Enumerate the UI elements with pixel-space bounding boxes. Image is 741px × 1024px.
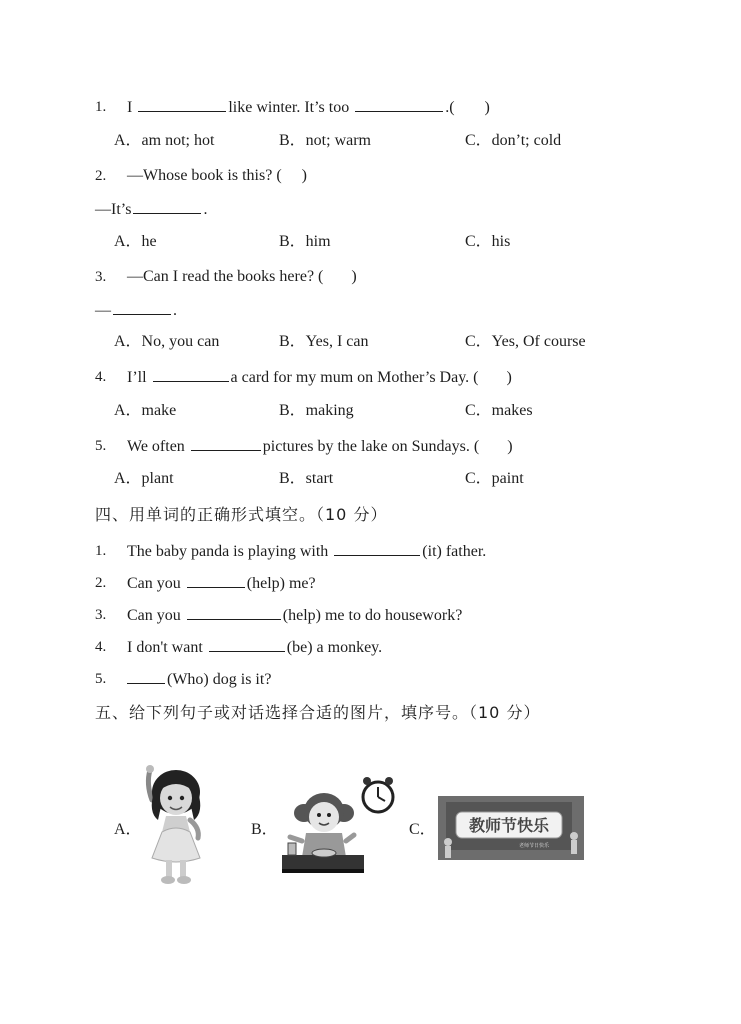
s4-q3-blank[interactable] [187, 605, 281, 620]
s4-q4-blank[interactable] [209, 637, 285, 652]
q1-post: .( [445, 99, 455, 116]
q1-mid: like winter. It’s too [228, 99, 350, 116]
q3-option-a[interactable]: A．No, you can [114, 333, 220, 350]
q1-option-b[interactable]: B．not; warm [279, 132, 371, 149]
q1-blank-1[interactable] [138, 97, 226, 112]
s4-q5-post: (Who) dog is it? [167, 671, 272, 688]
s4-q1 [127, 541, 486, 562]
q4-post: a card for my mum on Mother’s Day. ( [230, 369, 479, 386]
section4-heading: 四、用单词的正确形式填空。（10 分） [95, 505, 388, 524]
s4-q2-number: 2. [95, 575, 107, 591]
clock-icon [363, 777, 393, 812]
q4-option-a[interactable]: A．make [114, 402, 177, 419]
s4-q5-number: 5. [95, 671, 107, 687]
q2-option-c[interactable]: C．his [465, 233, 511, 250]
picture-c-label: C． [409, 821, 436, 838]
q5-number: 5. [95, 438, 107, 454]
s4-q4 [127, 637, 382, 658]
q5-option-b[interactable]: B．start [279, 470, 334, 487]
q2-stem [127, 166, 307, 186]
s4-q4-pre: I don't want [127, 639, 203, 656]
q2-line2: —It’s . [95, 201, 208, 218]
s4-q5 [127, 669, 271, 690]
card-title: 教师节快乐 [468, 816, 550, 835]
s4-q1-number: 1. [95, 543, 107, 559]
s4-q4-post: (be) a monkey. [286, 639, 383, 656]
q2-blank[interactable] [133, 199, 201, 214]
q1-stem [127, 97, 490, 118]
q5-option-c[interactable]: C．paint [465, 470, 524, 487]
q1-number: 1. [95, 99, 107, 115]
s4-q2 [127, 573, 316, 594]
s4-q4-number: 4. [95, 639, 107, 655]
q2-line2-text: —It’s [95, 201, 132, 218]
s4-q3-post: (help) me to do housework? [282, 607, 463, 624]
q4-option-b[interactable]: B．making [279, 402, 354, 419]
q3-option-b[interactable]: B．Yes, I can [279, 333, 369, 350]
picture-a-label: A． [114, 821, 142, 838]
q1-close: ) [484, 99, 490, 116]
q4-pre: I’ll [127, 369, 147, 386]
q5-post: pictures by the lake on Sundays. ( [262, 438, 480, 455]
q2-option-b[interactable]: B．him [279, 233, 331, 250]
s4-q2-blank[interactable] [187, 573, 245, 588]
q2-close: ) [301, 167, 307, 184]
q3-line2: — . [95, 302, 177, 319]
q1-pre: I [127, 99, 133, 116]
s4-q3-pre: Can you [127, 607, 181, 624]
q2-number: 2. [95, 168, 107, 184]
s4-q1-pre: The baby panda is playing with [127, 543, 329, 560]
q4-stem [127, 367, 512, 388]
q3-line2-text: — [95, 302, 111, 319]
s4-q5-blank[interactable] [127, 669, 165, 684]
section5-heading: 五、给下列句子或对话选择合适的图片，填序号。（10 分） [95, 703, 541, 722]
q5-stem [127, 436, 513, 457]
girl-eating-picture[interactable] [280, 775, 410, 877]
q1-option-a[interactable]: A．am not; hot [114, 132, 215, 149]
girl-waving-picture[interactable] [138, 762, 218, 887]
q5-close: ) [507, 438, 513, 455]
q5-blank[interactable] [191, 436, 261, 451]
s4-q3-number: 3. [95, 607, 107, 623]
q4-number: 4. [95, 369, 107, 385]
q5-pre: We often [127, 438, 185, 455]
q4-close: ) [506, 369, 512, 386]
q3-number: 3. [95, 269, 107, 285]
q4-option-c[interactable]: C．makes [465, 402, 533, 419]
q1-blank-2[interactable] [355, 97, 443, 112]
q2-option-a[interactable]: A．he [114, 233, 157, 250]
q4-blank[interactable] [153, 367, 229, 382]
s4-q2-post: (help) me? [246, 575, 316, 592]
s4-q1-post: (it) father. [422, 543, 487, 560]
q3-blank[interactable] [113, 300, 171, 315]
s4-q3 [127, 605, 462, 626]
q5-option-a[interactable]: A．plant [114, 470, 174, 487]
q2-text: —Whose book is this? ( [127, 167, 282, 184]
s4-q1-blank[interactable] [334, 541, 420, 556]
q1-option-c[interactable]: C．don’t; cold [465, 132, 562, 149]
s4-q2-pre: Can you [127, 575, 181, 592]
teachers-day-card-picture[interactable] [438, 796, 584, 860]
q3-close: ) [351, 268, 357, 285]
picture-b-label: B． [251, 821, 278, 838]
q3-text: —Can I read the books here? ( [127, 268, 324, 285]
q3-option-c[interactable]: C．Yes, Of course [465, 333, 586, 350]
q3-stem [127, 267, 357, 287]
card-subtitle: 老师节日快乐 [518, 843, 550, 849]
